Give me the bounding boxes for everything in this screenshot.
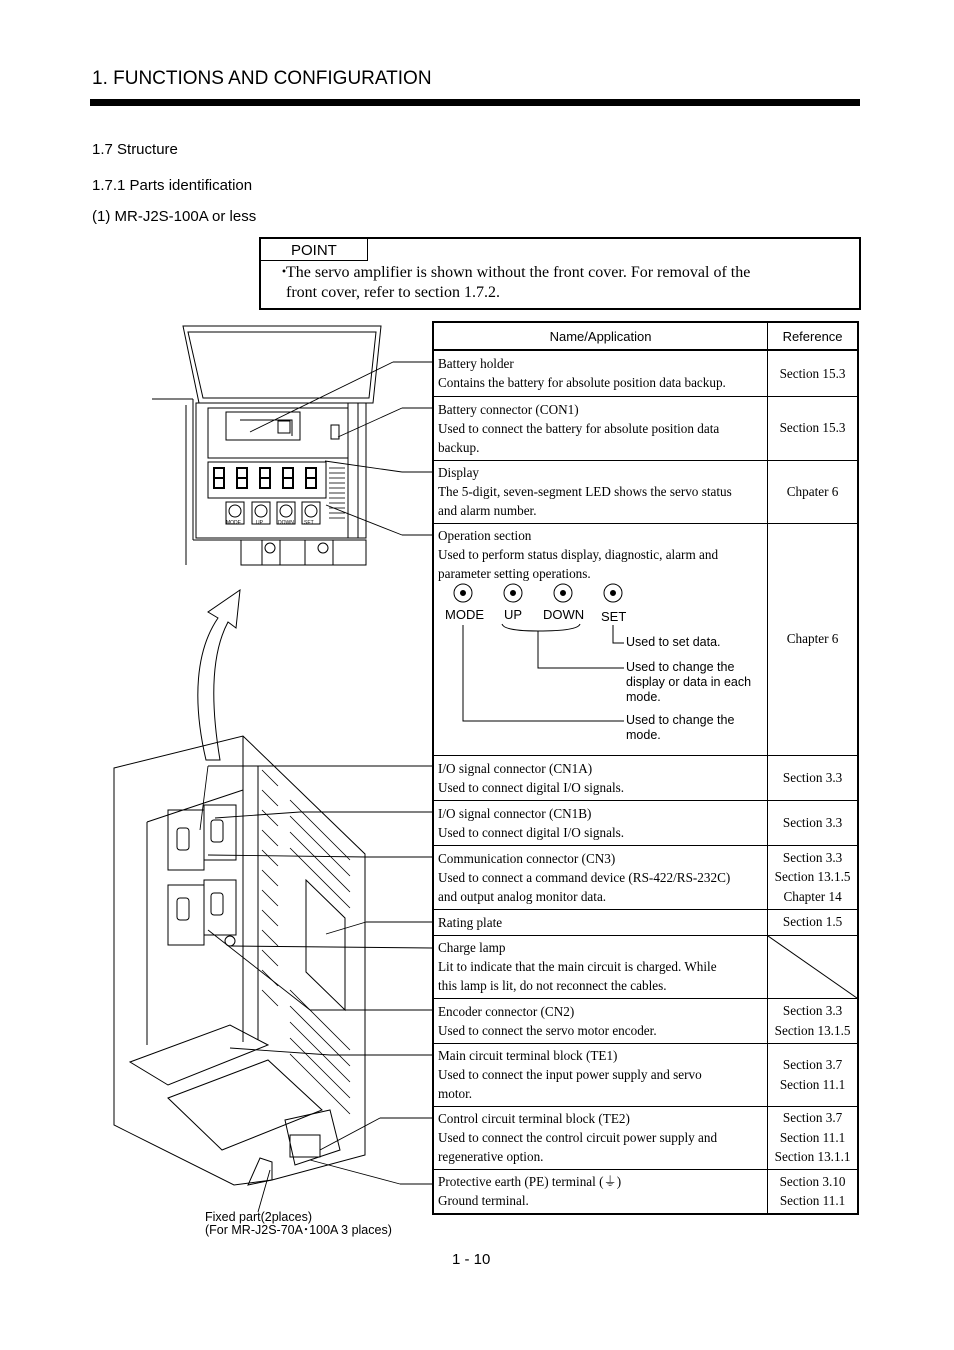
row-title: Charge lamp	[438, 940, 506, 955]
header-name: Name/Application	[433, 322, 768, 350]
row-ref: Section 13.1.5	[774, 1022, 851, 1038]
panel-button-up: UP	[256, 520, 263, 526]
row-title: Encoder connector (CN2)	[438, 1003, 575, 1019]
row-ref: Chapter 14	[783, 888, 842, 904]
row-ref: Section 3.3	[782, 769, 843, 785]
row-title: Battery connector (CON1)	[438, 401, 579, 417]
row-desc: The 5-digit, seven-segment LED shows the servo status	[438, 484, 732, 499]
page-number: 1 - 10	[452, 1251, 491, 1268]
panel-button-mode: MODE	[226, 520, 241, 526]
row-ref: Section 11.1	[779, 1076, 846, 1092]
row-ref: Section 3.7	[782, 1057, 843, 1072]
op-note-set: Used to set data.	[626, 634, 721, 649]
panel-button-down: DOWN	[278, 520, 294, 526]
row-desc: Used to connect digital I/O signals.	[438, 824, 625, 840]
point-line-1: The servo amplifier is shown without the front cover. For removal of the	[286, 264, 751, 281]
row-ref: Section 13.1.1	[774, 1149, 851, 1165]
row-ref: Section 3.3	[782, 1003, 843, 1018]
row-title: Display	[438, 465, 480, 480]
row-title: I/O signal connector (CN1A)	[438, 760, 593, 776]
row-desc: Lit to indicate that the main circuit is charged. While	[438, 959, 717, 974]
parts-table	[432, 321, 859, 1215]
section-heading-parts: 1.7.1 Parts identification	[92, 177, 253, 194]
row-desc: parameter setting operations.	[438, 565, 591, 581]
row-desc: Used to connect digital I/O signals.	[438, 779, 625, 795]
op-button-mode: MODE	[445, 606, 484, 622]
table-row	[433, 460, 858, 523]
row-desc: Contains the battery for absolute position data backup.	[438, 375, 726, 391]
row-ref: Section 1.5	[782, 914, 843, 930]
row-ref: Section 13.1.5	[774, 869, 851, 885]
top-view	[152, 326, 381, 565]
row-ref: Section 15.3	[779, 420, 846, 436]
op-button-set: SET	[601, 608, 627, 624]
row-title: Rating plate	[438, 914, 503, 930]
table-row	[433, 350, 858, 396]
table-header-row	[433, 322, 858, 350]
point-bullet: ･	[280, 264, 289, 281]
row-desc: this lamp is lit, do not reconnect the cables.	[438, 978, 667, 993]
chapter-title: 1. FUNCTIONS AND CONFIGURATION	[92, 68, 432, 89]
row-desc: Used to connect the battery for absolute position data	[438, 420, 720, 436]
no-reference-cell	[768, 935, 858, 998]
op-note-updown: Used to change the display or data in each mode.	[626, 659, 752, 704]
section-heading-structure: 1.7 Structure	[92, 141, 178, 158]
arrow-icon	[198, 590, 240, 760]
row-ref: Chapter 6	[786, 631, 839, 647]
row-title: Communication connector (CN3)	[438, 850, 616, 866]
row-title: Protective earth (PE) terminal (⏚)	[438, 1174, 622, 1190]
table-row	[433, 396, 858, 460]
row-ref: Section 3.7	[782, 1110, 843, 1126]
fixed-part-label: Fixed part(2places) (For MR-J2S-70A･100A 3 places)	[205, 1210, 392, 1237]
row-ref: Section 3.10	[779, 1173, 846, 1189]
table-row	[433, 800, 858, 845]
operation-diagram	[438, 583, 763, 751]
row-desc: Ground terminal.	[438, 1193, 529, 1209]
row-desc: regenerative option.	[438, 1149, 544, 1164]
table-row	[433, 845, 858, 909]
row-desc: Used to connect the control circuit power supply and	[438, 1130, 718, 1145]
table-row	[433, 523, 858, 755]
row-desc: motor.	[438, 1086, 473, 1101]
row-desc: Used to connect a command device (RS-422/RS-232C)	[438, 869, 731, 885]
row-title: Main circuit terminal block (TE1)	[438, 1048, 618, 1063]
row-title: Battery holder	[438, 356, 514, 372]
row-ref: Chpater 6	[786, 483, 839, 499]
row-ref: Section 15.3	[779, 365, 846, 381]
table-row	[433, 935, 858, 998]
row-title: Operation section	[438, 527, 532, 543]
point-line-2: front cover, refer to section 1.7.2.	[286, 284, 500, 301]
point-label: POINT	[291, 242, 337, 259]
leader-lines	[200, 362, 432, 1212]
body-view	[114, 736, 365, 1185]
row-title: Control circuit terminal block (TE2)	[438, 1111, 630, 1126]
op-button-down: DOWN	[543, 606, 585, 622]
section-heading-model: (1) MR-J2S-100A or less	[92, 208, 257, 225]
table-row	[433, 755, 858, 800]
header-reference: Reference	[768, 322, 858, 350]
row-desc: backup.	[438, 439, 480, 455]
row-desc: and output analog monitor data.	[438, 888, 607, 904]
table-row	[433, 1106, 858, 1169]
row-ref: Section 3.3	[782, 849, 843, 865]
table-row	[433, 909, 858, 935]
panel-button-set: SET	[304, 520, 314, 526]
row-desc: Used to perform status display, diagnostic, alarm and	[438, 546, 719, 562]
row-desc: Used to connect the servo motor encoder.	[438, 1022, 657, 1038]
table-row	[433, 1043, 858, 1106]
row-ref: Section 3.3	[782, 814, 843, 830]
row-desc: and alarm number.	[438, 503, 537, 518]
row-ref: Section 11.1	[779, 1129, 846, 1145]
row-desc: Used to connect the input power supply and servo	[438, 1067, 702, 1082]
row-ref: Section 11.1	[779, 1193, 846, 1209]
row-title: I/O signal connector (CN1B)	[438, 805, 592, 821]
table-row	[433, 1169, 858, 1214]
op-button-up: UP	[504, 606, 523, 622]
op-note-mode: Used to change the mode.	[626, 712, 735, 742]
table-row	[433, 998, 858, 1043]
